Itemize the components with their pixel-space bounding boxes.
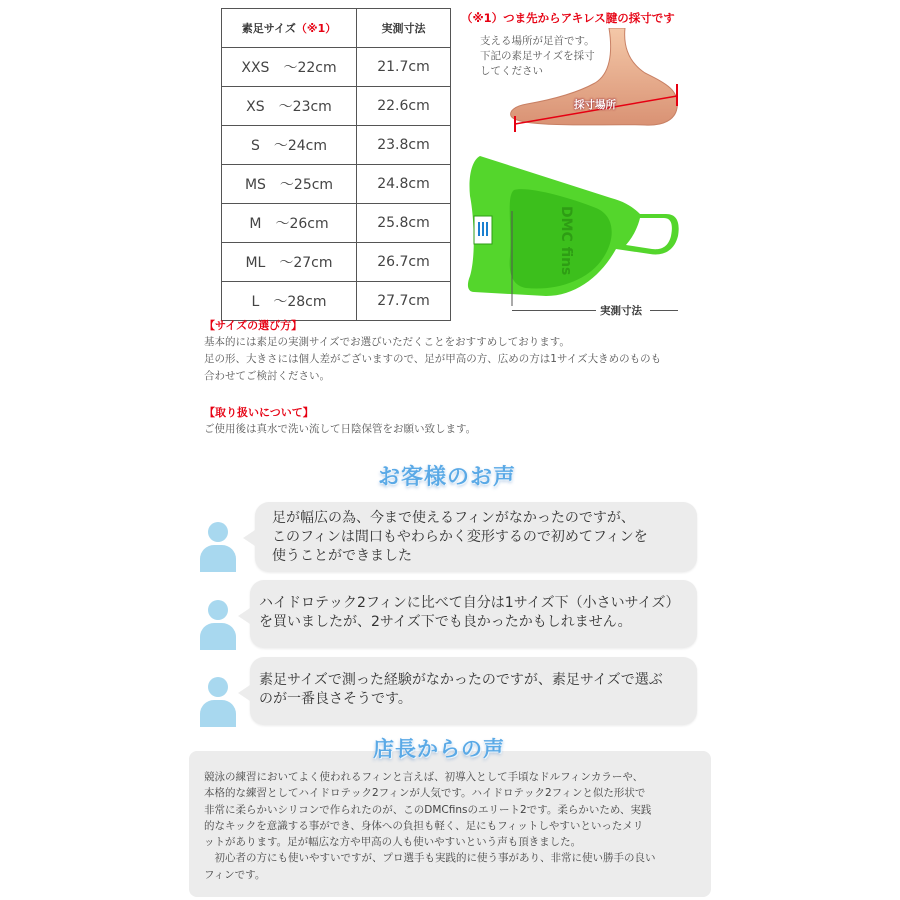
foot-note-line: 下記の素足サイズを採寸 — [480, 50, 595, 62]
manager-line: 的なキックを意識する事ができ、身体への負担も軽く、足にもフィットしやすいといったメリ — [204, 819, 644, 832]
header-actual-size: 実測寸法 — [357, 9, 451, 48]
table-row — [222, 204, 451, 243]
avatar — [200, 522, 236, 572]
review-bubble — [255, 502, 697, 572]
size-cell: XXS ～22cm — [222, 48, 357, 87]
fin-illustration — [466, 156, 682, 306]
actual-cell: 21.7cm — [357, 48, 451, 87]
manager-line: 初心者の方にも使いやすいですが、プロ選手も実践的に使う事があり、非常に使い勝手の良い — [204, 852, 656, 865]
size-cell: MS ～25cm — [222, 165, 357, 204]
foot-illustration — [505, 28, 700, 138]
manager-line: ットがあります。足が幅広な方や甲高の人も使いやすいという声も頂きました。 — [204, 836, 582, 849]
fin-logo-text: DMC fins — [558, 206, 574, 276]
table-row — [222, 243, 451, 282]
size-cell: M ～26cm — [222, 204, 357, 243]
handling-text: ご使用後は真水で洗い流して日陰保管をお願い致します。 — [204, 423, 477, 435]
foot-note-line: してください — [480, 65, 543, 77]
review-text — [259, 671, 663, 709]
table-row — [222, 126, 451, 165]
size-cell: XS ～23cm — [222, 87, 357, 126]
table-row — [222, 48, 451, 87]
fin-measure-label: 実測寸法 — [600, 305, 642, 317]
measure-spot-label: 採寸場所 — [574, 99, 616, 111]
review-line: 素足サイズで測った経験がなかったのですが、素足サイズで選ぶ — [259, 672, 663, 688]
table-row — [222, 87, 451, 126]
actual-cell: 22.6cm — [357, 87, 451, 126]
avatar — [200, 677, 236, 727]
review-line: を買いましたが、2サイズ下でも良かったかもしれません。 — [259, 614, 632, 630]
review-text — [259, 594, 679, 632]
size-table — [221, 8, 451, 321]
manager-line: 競泳の練習においてよく使われるフィンと言えば、初導入として手頃なドルフィンカラーや、 — [204, 771, 644, 783]
fin-measure-line-right — [650, 310, 678, 311]
manager-line: 本格的な練習としてハイドロテック2フィンが人気です。ハイドロテック2フィンと似た形状で — [204, 787, 646, 800]
actual-cell: 25.8cm — [357, 204, 451, 243]
size-advice-body — [204, 334, 661, 385]
review-line: 足が幅広の為、今まで使えるフィンがなかったのですが、 — [272, 510, 635, 526]
review-line: 使うことができました — [272, 548, 412, 564]
size-advice-line: 基本的には素足の実測サイズでお選びいただくことをおすすめしております。 — [204, 336, 570, 348]
manager-comment-text — [204, 769, 704, 883]
foot-note-line: 支える場所が足首です。 — [480, 35, 595, 47]
actual-cell: 24.8cm — [357, 165, 451, 204]
manager-heading: 店長からの声 — [373, 737, 505, 761]
size-advice-line: 足の形、大きさには個人差がございますので、足が甲高の方、広めの方は1サイズ大きめのものも — [204, 353, 662, 365]
table-row — [222, 165, 451, 204]
avatar — [200, 600, 236, 650]
size-table-header — [222, 9, 451, 48]
size-advice-title: 【サイズの選び方】 — [204, 319, 303, 332]
review-bubble — [250, 657, 697, 725]
review-line: のが一番良さそうです。 — [259, 691, 412, 707]
size-advice-line: 合わせてご検討ください。 — [204, 370, 330, 382]
review-text — [272, 509, 648, 566]
size-cell: S ～24cm — [222, 126, 357, 165]
review-line: このフィンは間口もやわらかく変形するので初めてフィンを — [272, 529, 648, 545]
handling-title: 【取り扱いについて】 — [204, 406, 314, 419]
size-cell: ML ～27cm — [222, 243, 357, 282]
size-advice-section — [204, 317, 661, 385]
header-barefoot-size: 素足サイズ（※1） — [222, 9, 357, 48]
table-row — [222, 282, 451, 321]
fin-measure-line — [512, 310, 596, 311]
reviews-heading: お客様のお声 — [378, 465, 517, 490]
actual-cell: 26.7cm — [357, 243, 451, 282]
review-bubble — [250, 580, 697, 648]
review-line: ハイドロテック2フィンに比べて自分は1サイズ下（小さいサイズ） — [259, 595, 680, 611]
size-cell: L ～28cm — [222, 282, 357, 321]
foot-note-title: （※1）つま先からアキレス腱の採寸です — [461, 11, 675, 25]
handling-section — [204, 404, 476, 438]
actual-cell: 27.7cm — [357, 282, 451, 321]
actual-cell: 23.8cm — [357, 126, 451, 165]
manager-line: フィンです。 — [204, 868, 266, 881]
manager-line: 非常に柔らかいシリコンで作られたのが、このDMCfinsのエリート2です。柔らかいため、実践 — [204, 803, 652, 816]
